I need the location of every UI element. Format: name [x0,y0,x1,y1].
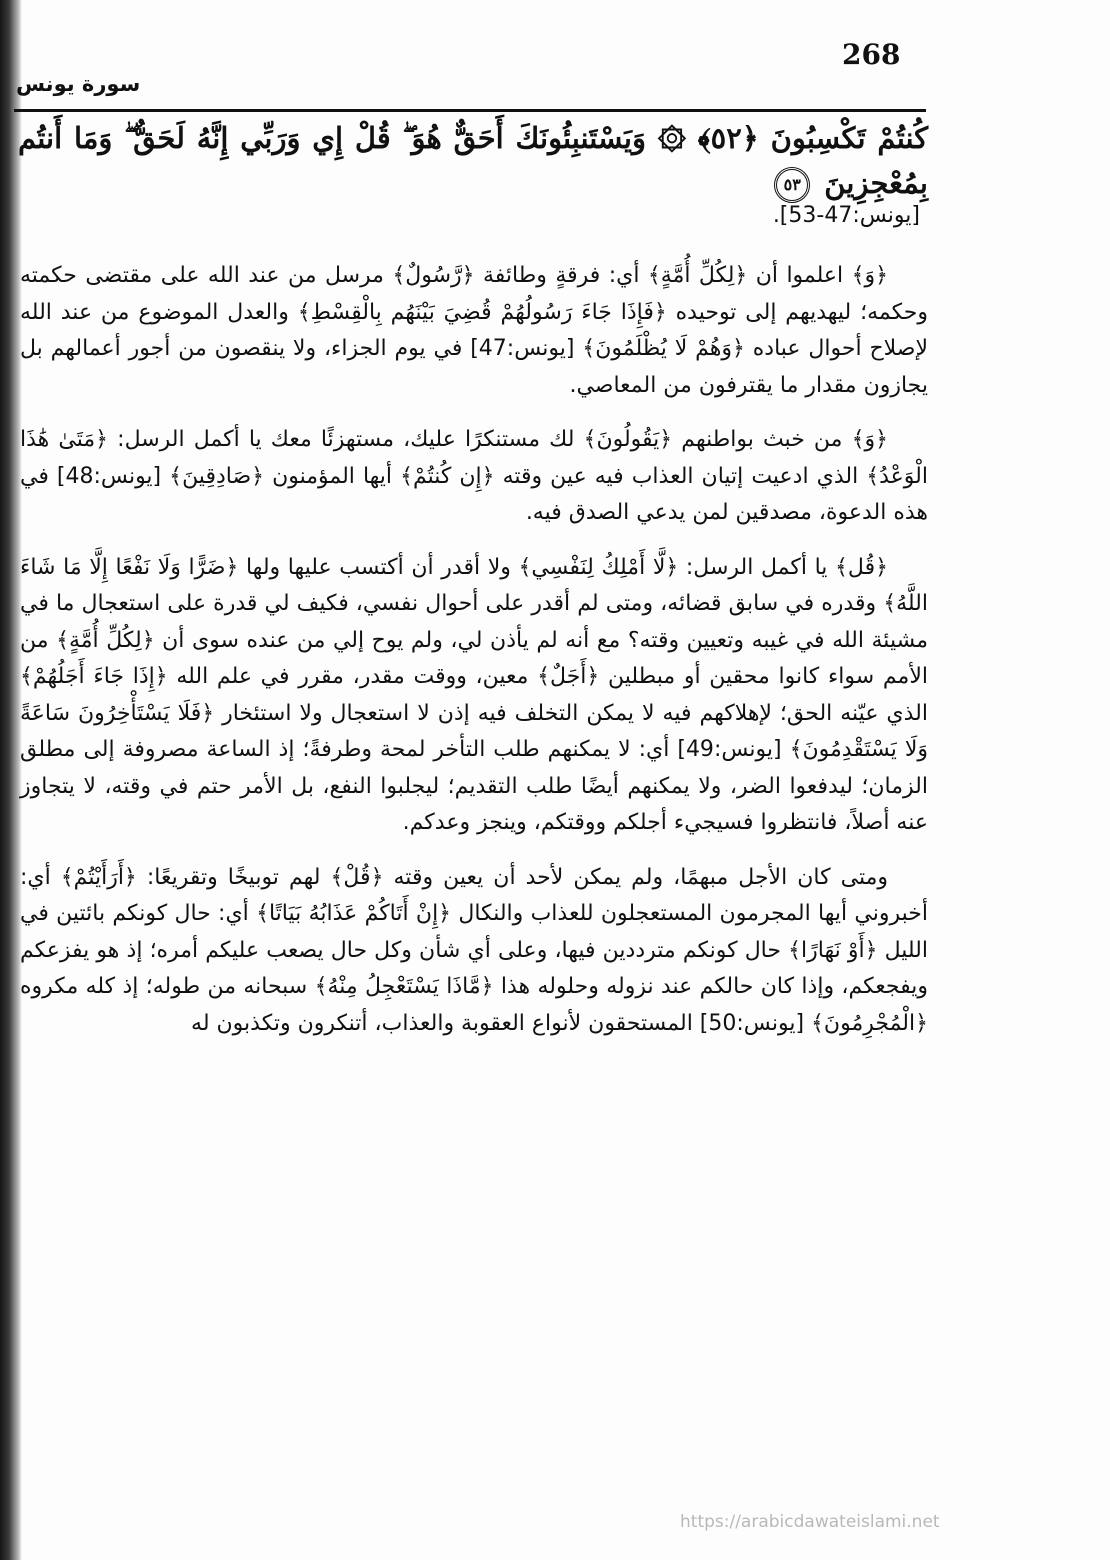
header-divider [14,109,926,112]
ayah-end-marker: ٥٣ [774,167,810,203]
quran-verse-text: كُنتُمْ تَكْسِبُونَ ﴿٥٢﴾ ۞ وَيَسْتَنبِئُونَكَ أَحَقٌّ هُوَ ۖ قُلْ إِي وَرَبِّي إِنَّهُ لَحَقٌّ ۖ وَمَا أَنتُم بِمُعْجِزِينَ [18,121,929,200]
commentary-paragraph: ﴿وَ﴾ من خبث بواطنهم ﴿يَقُولُونَ﴾ لك مستنكرًا عليك، مستهزئًا معك يا أكمل الرسل: ﴿مَتَىٰ هَٰذَا الْوَعْدُ﴾ الذي ادعيت إتيان العذاب فيه عين وقته ﴿إِن كُنتُمْ﴾ أيها المؤمنون ﴿صَادِقِينَ﴾ [يونس:48] في هذه الدعوة، مصدقين لمن يدعي الصدق فيه. [20,427,928,525]
source-watermark: https://arabicdawateislami.net [680,1512,940,1532]
commentary-paragraph: ﴿قُل﴾ يا أكمل الرسل: ﴿لَّا أَمْلِكُ لِنَفْسِي﴾ ولا أقدر أن أكتسب عليها ولها ﴿ضَرًّا وَلَا نَفْعًا إِلَّا مَا شَاءَ اللَّهُ﴾ وقدره في سابق قضائه، ومتى لم أقدر على أحوال نفسي، فكيف لي قدرة على استعجال ما في مشيئة الله في غيبه وتعيين وقته؟ مع أنه لم يأذن لي، ولم يوح إلي من عنده سوى أن ﴿لِكُلِّ أُمَّةٍ﴾ من الأمم سواء كانوا محقين أو مبطلين ﴿أَجَلٌ﴾ معين، ووقت مقدر، مقرر في علم الله ﴿إِذَا جَاءَ أَجَلُهُمْ﴾ الذي عيّنه الحق؛ لإهلاكهم فيه لا يمكن التخلف فيه إذن لا استعجال ولا استئخار ﴿فَلَا يَسْتَأْخِرُونَ سَاعَةً وَلَا يَسْتَقْدِمُونَ﴾ [يونس:49] أي: لا يمكنهم طلب التأخر لمحة وطرفةً؛ إذ الساعة مصروفة إلى مطلق الزمان؛ ليدفعوا الضر، ولا يمكنهم أيضًا طلب التقديم؛ ليجلبوا النفع، بل الأمر حتم في وقته، لا يتجاوز عنه أصلاً، فانتظروا فسيجيء أجلكم ووقتكم، وينجز وعدكم. [20,554,928,835]
scan-binding-shadow [0,0,22,1560]
commentary-body [20,258,928,1060]
quran-verse-block [18,116,928,206]
commentary-paragraph: ﴿وَ﴾ اعلموا أن ﴿لِكُلِّ أُمَّةٍ﴾ أي: فرقةٍ وطائفة ﴿رَّسُولٌ﴾ مرسل من عند الله على مقتضى حكمته وحكمه؛ ليهديهم إلى توحيده ﴿فَإِذَا جَاءَ رَسُولُهُمْ قُضِيَ بَيْنَهُم بِالْقِسْطِ﴾ والعدل الموضوع من عند الله لإصلاح أحوال عباده ﴿وَهُمْ لَا يُظْلَمُونَ﴾ [يونس:47] في يوم الجزاء، ولا ينقصون من أجور أعمالهم بل يجازون مقدار ما يقترفون من المعاصي. [20,263,928,398]
running-header-surah: سورة يونس [16,72,141,96]
commentary-paragraph: ومتى كان الأجل مبهمًا، ولم يمكن لأحد أن يعين وقته ﴿قُلْ﴾ لهم توبيخًا وتقريعًا: ﴿أَرَأَيْتُمْ﴾ أي: أخبروني أيها المجرمون المستعجلون للعذاب والنكال ﴿إِنْ أَتَاكُمْ عَذَابُهُ بَيَاتًا﴾ أي: حال كونكم بائتين في الليل ﴿أَوْ نَهَارًا﴾ حال كونكم مترددين فيها، وعلى أي شأن وكل حال يصعب عليكم أمره؛ إذ هو يفزعكم ويفجعكم، وإذا كان حالكم عند نزوله وحلوله هذا ﴿مَّاذَا يَسْتَعْجِلُ مِنْهُ﴾ سبحانه من طوله؛ إذ كله مكروه ﴿الْمُجْرِمُونَ﴾ [يونس:50] المستحقون لأنواع العقوبة والعذاب، أتنكرون وتكذبون له [20,864,928,1036]
page-number: 268 [842,38,901,71]
verse-reference: [يونس:47-53]. [772,203,920,228]
